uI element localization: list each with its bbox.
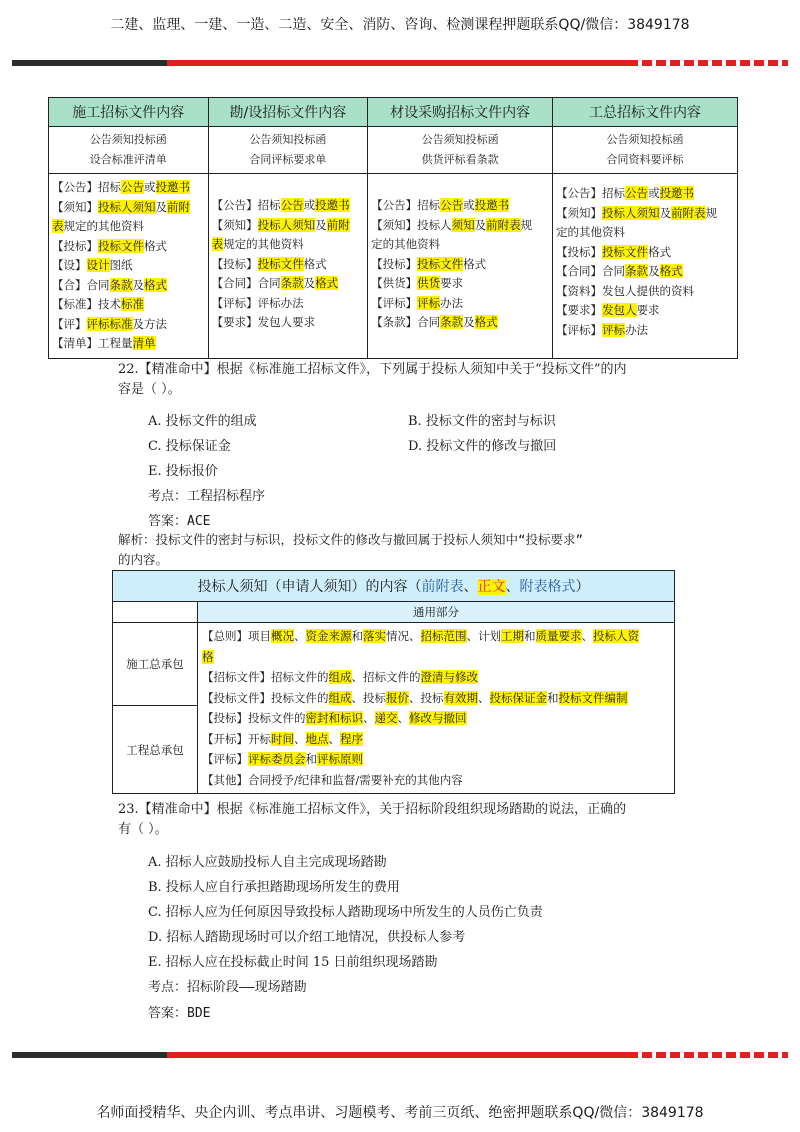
row-label-epc: 工程总承包 — [113, 706, 198, 794]
bidder-instructions-table — [112, 570, 675, 794]
q23-answer: 答案：BDE — [148, 1006, 211, 1021]
q22-knowledge-point: 考点：工程招标程序 — [148, 489, 266, 504]
mnemonic-cell: 公告须知投标函 设合标准评清单 — [49, 127, 209, 174]
q22-option-b: B. 投标文件的密封与标识 — [408, 414, 556, 429]
mnemonic-cell: 公告须知投标函 合同资料要评标 — [553, 127, 738, 174]
col-header: 勘/设招标文件内容 — [208, 98, 368, 127]
q23-option-e: E. 招标人应在投标截止时间 15 日前组织现场踏勘 — [148, 955, 438, 970]
row-label-construction: 施工总承包 — [113, 623, 198, 706]
mnemonic-cell: 公告须知投标函 供货评标看条款 — [368, 127, 553, 174]
q22-option-c: C. 投标保证金 — [148, 439, 231, 454]
q23-option-a: A. 招标人应鼓励投标人自主完成现场踏勘 — [148, 855, 387, 870]
survey-design-content-cell: 【公告】招标公告或投邀书 【须知】投标人须知及前附 表规定的其他资料 【投标】投标文件格式 【合同】合同条款及格式 【评标】评标办法 【要求】发包人要求 — [208, 174, 368, 359]
col-header: 材设采购招标文件内容 — [368, 98, 553, 127]
q23-knowledge-point: 考点：招标阶段——现场踏勘 — [148, 980, 307, 995]
q23-option-d: D. 招标人踏勘现场时可以介绍工地情况，供投标人参考 — [148, 930, 466, 945]
q22-analysis: 解析：投标文件的密封与标识，投标文件的修改与撤回属于投标人须知中“投标要求” 的内容。 — [118, 532, 584, 567]
header-divider — [12, 60, 788, 66]
table2-content: 【总则】项目概况、资金来源和落实情况、招标范围、计划工期和质量要求、投标人资 格 【招标文件】招标文件的组成、招标文件的澄清与修改 【投标文件】投标文件的组成、投标报价、投标有效期、投标保证金和投标文件编制 【投标】投标文件的密封和标识、递交、修改与撤回 【开标】开标时间、地点、程序 【评标】评标委员会和评标原则 【其他】合同授予/纪律和监督/需要补充的其他内容 — [198, 623, 675, 794]
table2-title: 投标人须知（申请人须知）的内容（前附表、正文、附表格式） — [113, 571, 675, 602]
q22-option-d: D. 投标文件的修改与撤回 — [408, 439, 557, 454]
q22-answer: 答案：ACE — [148, 514, 211, 529]
question-23-stem: 23.【精准命中】根据《标准施工招标文件》，关于招标阶段组织现场踏勘的说法，正确的 有（ ）。 — [118, 802, 627, 837]
q23-option-b: B. 投标人应自行承担踏勘现场所发生的费用 — [148, 880, 400, 895]
footer-divider — [12, 1052, 788, 1058]
mnemonic-cell: 公告须知投标函 合同评标要求单 — [208, 127, 368, 174]
q23-option-c: C. 招标人应为任何原因导致投标人踏勘现场中所发生的人员伤亡负责 — [148, 905, 543, 920]
procurement-content-cell: 【公告】招标公告或投邀书 【须知】投标人须知及前附表规 定的其他资料 【投标】投标文件格式 【供货】供货要求 【评标】评标办法 【条款】合同条款及格式 — [368, 174, 553, 359]
construction-content-cell: 【公告】招标公告或投邀书 【须知】投标人须知及前附 表规定的其他资料 【投标】投标文件格式 【设】设计图纸 【合】合同条款及格式 【标准】技术标准 【评】评标标准及方法 【清单】工程量清单 — [49, 174, 209, 359]
general-part-header: 通用部分 — [198, 602, 675, 623]
q22-option-a: A. 投标文件的组成 — [148, 414, 257, 429]
col-header: 工总招标文件内容 — [553, 98, 738, 127]
bidding-docs-table — [48, 97, 738, 359]
q22-option-e: E. 投标报价 — [148, 464, 218, 479]
col-header: 施工招标文件内容 — [49, 98, 209, 127]
page-header: 二建、监理、一建、一造、二造、安全、消防、咨询、检测课程押题联系QQ/微信：3849178 — [110, 17, 690, 33]
question-22-stem: 22.【精准命中】根据《标准施工招标文件》，下列属于投标人须知中关于“投标文件”的内 容是（ ）。 — [118, 362, 627, 397]
epc-content-cell: 【公告】招标公告或投邀书 【须知】投标人须知及前附表规 定的其他资料 【投标】投标文件格式 【合同】合同条款及格式 【资料】发包人提供的资料 【要求】发包人要求 【评标】评标办法 — [553, 174, 738, 359]
page-footer: 名师面授精华、央企内训、考点串讲、习题模考、考前三页纸、绝密押题联系QQ/微信：3849178 — [96, 1105, 704, 1121]
